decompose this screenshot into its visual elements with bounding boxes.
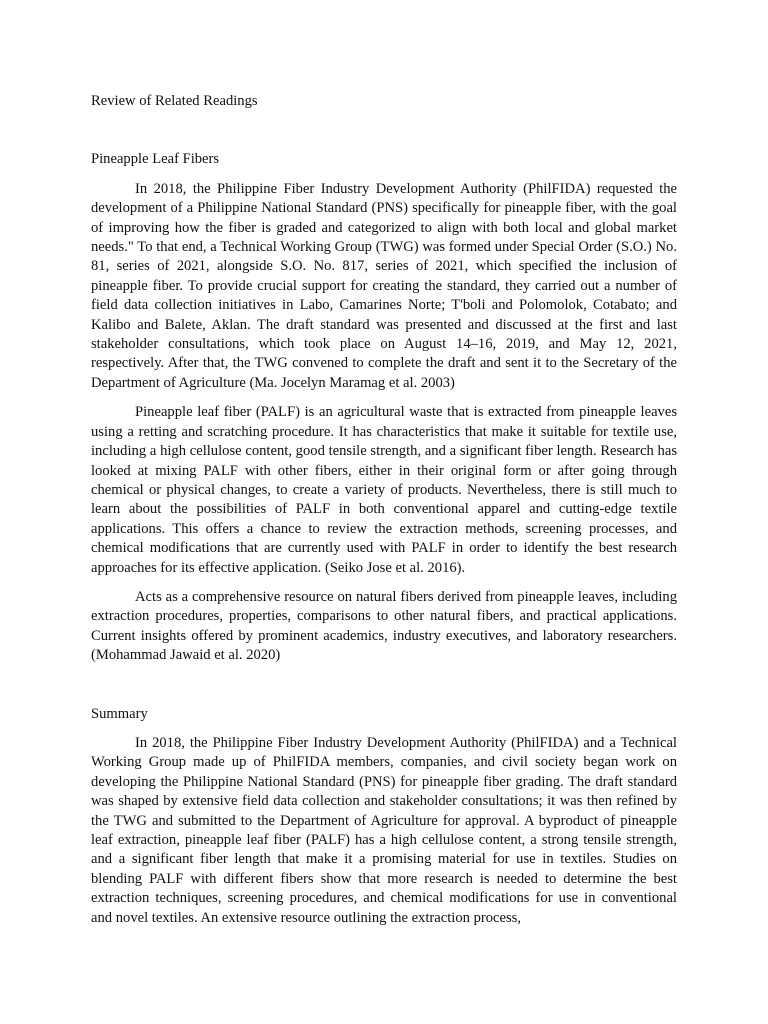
paragraph: Acts as a comprehensive resource on natural fibers derived from pineapple leaves, including extraction procedures, properties, comparisons to other natural fibers, and practical applications. Current insights offered by prominent academics, industry executives, and laboratory researchers. (Mohammad Jawaid et al. 2020)	[91, 588, 677, 664]
spacer	[91, 676, 677, 705]
section-heading-summary: Summary	[91, 705, 148, 722]
spacer	[91, 111, 677, 150]
section-heading-pineapple-leaf-fibers: Pineapple Leaf Fibers	[91, 151, 220, 168]
spacer	[91, 170, 677, 180]
document-page	[91, 92, 677, 938]
paragraph: In 2018, the Philippine Fiber Industry Development Authority (PhilFIDA) requested the development of a Philippine National Standard (PNS) specifically for pineapple fiber, with the goal of improving how the fiber is graded and categorized to align with both local and global market needs." To that end, a Technical Working Group (TWG) was formed under Special Order (S.O.) No. 81, series of 2021, alongside S.O. No. 817, series of 2021, which specified the inclusion of pineapple fiber. To provide crucial support for creating the standard, they carried out a number of field data collection initiatives in Labo, Camarines Norte; T'boli and Polomolok, Cotabato; and Kalibo and Balete, Aklan. The draft standard was presented and discussed at the first and last stakeholder consultations, which took place on August 14–16, 2019, and May 12, 2021, respectively. After that, the TWG convened to complete the draft and sent it to the Secretary of the Department of Agriculture (Ma. Jocelyn Maramag et al. 2003)	[91, 180, 677, 391]
paragraph: Pineapple leaf fiber (PALF) is an agricultural waste that is extracted from pineapple leaves using a retting and scratching procedure. It has characteristics that make it suitable for textile use, including a high cellulose content, good tensile strength, and a significant fiber length. Research has looked at mixing PALF with other fibers, either in their original form or after going through chemical or physical changes, to create a variety of products. Nevertheless, there is still much to learn about the possibilities of PALF in both conventional apparel and cutting-edge textile applications. This offers a chance to review the extraction methods, screening processes, and chemical modifications that are currently used with PALF in order to identify the best research approaches for its effective application. (Seiko Jose et al. 2016).	[91, 404, 677, 576]
paragraph: In 2018, the Philippine Fiber Industry Development Authority (PhilFIDA) and a Technical Working Group made up of PhilFIDA members, companies, and civil society began work on developing the Philippine National Standard (PNS) for pineapple fiber grading. The draft standard was shaped by extensive field data collection and stakeholder consultations; it was then refined by the TWG and submitted to the Department of Agriculture for approval. A byproduct of pineapple leaf extraction, pineapple leaf fiber (PALF) has a high cellulose content, a strong tensile strength, and a significant fiber length that make it a promising material for use in textiles. Studies on blending PALF with different fibers show that more research is needed to determine the best extraction techniques, screening procedures, and chemical modifications for use in conventional and novel textiles. An extensive resource outlining the extraction process,	[91, 734, 677, 926]
document-title: Review of Related Readings	[91, 93, 258, 109]
spacer	[91, 724, 677, 734]
